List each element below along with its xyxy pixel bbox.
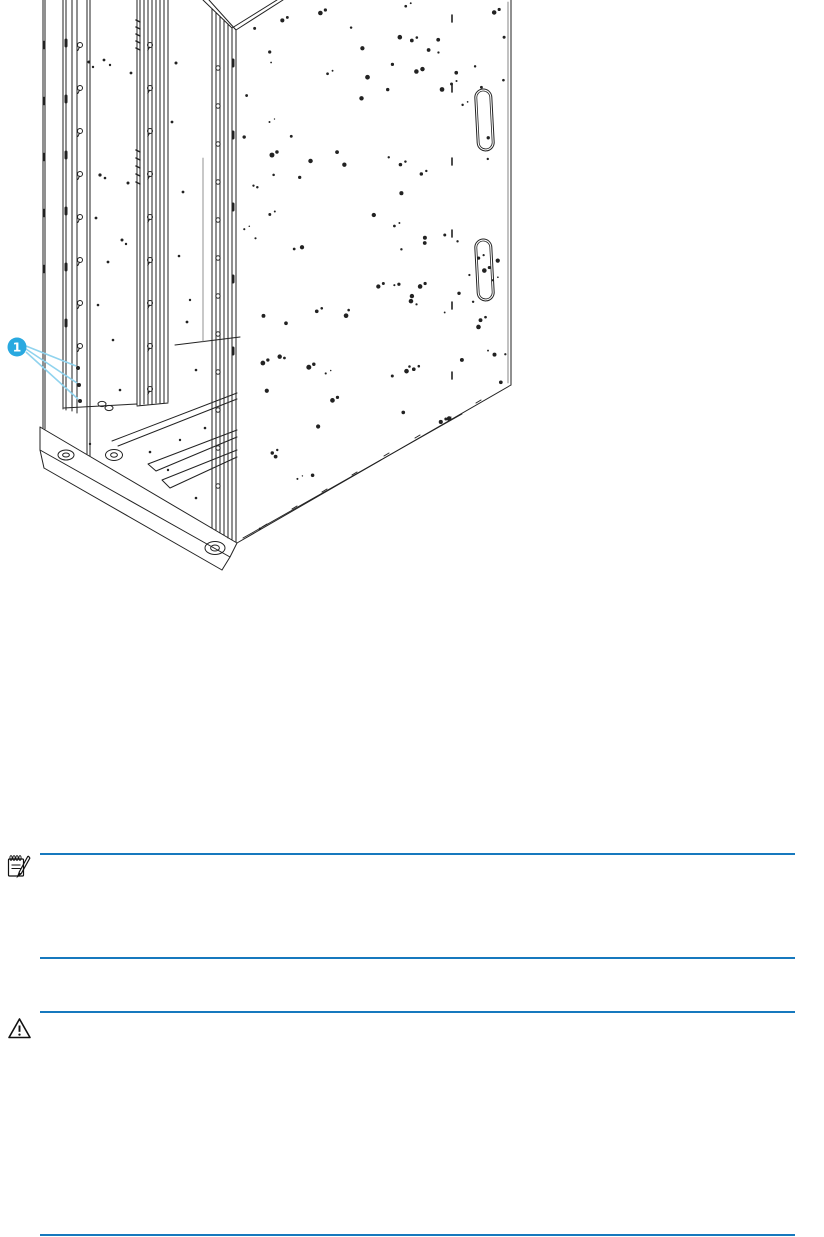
- caution-rule-top: [40, 1011, 795, 1013]
- caution-body: [40, 1022, 795, 1227]
- callout-label: 1: [12, 339, 22, 355]
- leveling-foot: [58, 450, 74, 460]
- callout-leader-lines: [26, 346, 78, 399]
- rack-illustration: [0, 0, 824, 580]
- leveling-foot: [106, 450, 123, 461]
- note-body: [40, 866, 795, 951]
- note-rule-bottom: [40, 957, 795, 959]
- note-rule-top: [40, 853, 795, 855]
- oval-slot-top: [474, 89, 494, 152]
- panel-vent-holes: [242, 2, 506, 536]
- figure: [0, 0, 824, 580]
- rear-left-rail: [136, 0, 168, 406]
- front-right-corner-post: [212, 9, 236, 542]
- side-panel: [237, 0, 511, 543]
- top-frame-edges: [203, 0, 283, 30]
- note-icon: [5, 853, 32, 880]
- caution-rule-bottom: [40, 1234, 795, 1236]
- warning-icon: [7, 1017, 32, 1040]
- rack-base: [40, 393, 237, 570]
- front-face-holes: [88, 59, 207, 500]
